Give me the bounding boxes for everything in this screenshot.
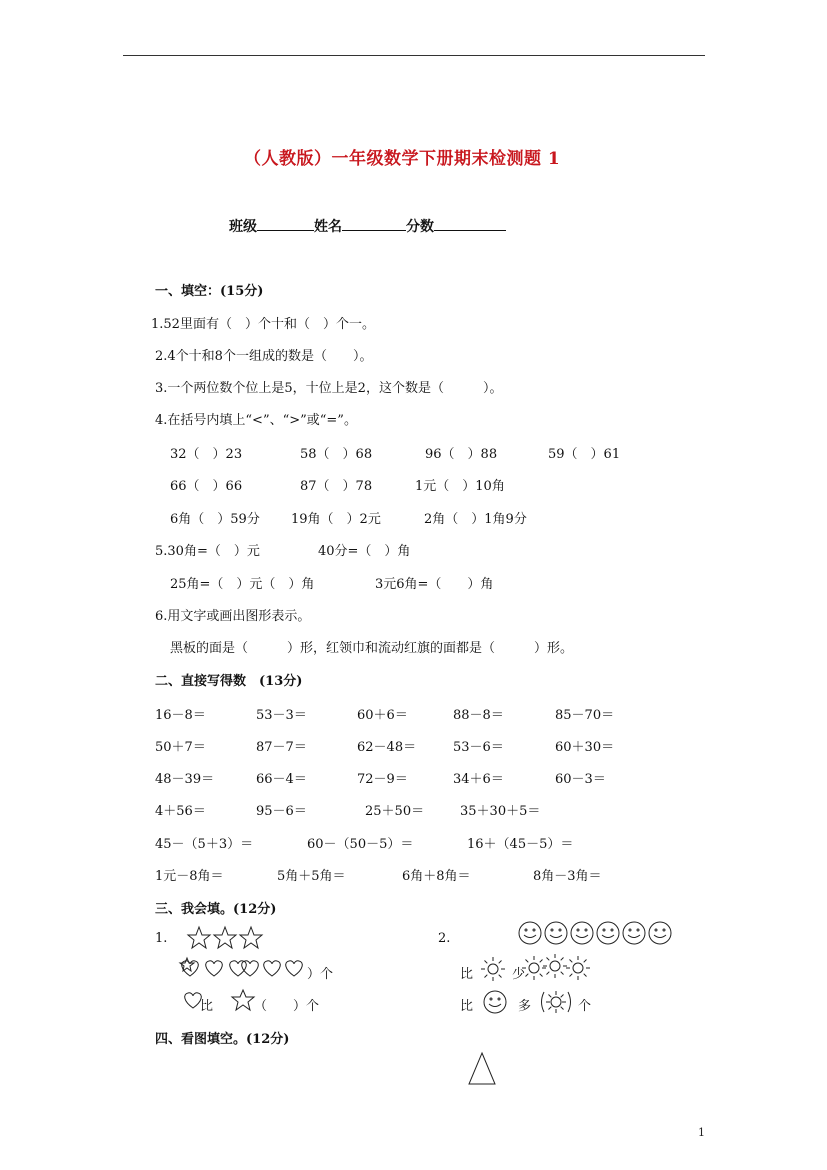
q1-line-5b: 40分=（ ）角 xyxy=(318,544,411,559)
arithmetic-item: 16－8＝ xyxy=(155,708,206,723)
name-label: 姓名 xyxy=(314,219,342,235)
compare-item: 32（ ）23 xyxy=(170,447,243,462)
q1-line-6b: 黑板的面是（ ）形，红领巾和流动红旗的面都是（ ）形。 xyxy=(170,641,574,656)
name-blank[interactable] xyxy=(342,217,406,231)
q3-d-tail: 个 xyxy=(578,999,592,1014)
q1-line-5c: 25角=（ ）元（ ）角 xyxy=(170,577,315,592)
arithmetic-item: 6角＋8角＝ xyxy=(402,869,471,884)
q3-d-duo: 多 xyxy=(518,999,532,1014)
page-title: （人教版）一年级数学下册期末检测题 1 xyxy=(244,149,561,169)
arithmetic-item: 53－3＝ xyxy=(256,708,307,723)
header-rule xyxy=(123,55,705,56)
smiley-icon xyxy=(482,990,508,1014)
arithmetic-item: 5角＋5角＝ xyxy=(277,869,346,884)
arithmetic-item: 25＋50＝ xyxy=(365,804,425,819)
q3-b-bi: 比 xyxy=(200,999,214,1014)
compare-item: 2角（ ）1角9分 xyxy=(424,512,527,527)
compare-item: 6角（ ）59分 xyxy=(170,512,260,527)
student-info xyxy=(229,216,506,236)
compare-item: 87（ ）78 xyxy=(300,479,373,494)
q1-line-5a: 5.30角=（ ）元 xyxy=(155,544,260,559)
arithmetic-item: 4＋56＝ xyxy=(155,804,206,819)
q1-line-6: 6.用文字或画出图形表示。 xyxy=(155,609,311,624)
arithmetic-item: 85－70＝ xyxy=(555,708,615,723)
arithmetic-item: 87－7＝ xyxy=(256,740,307,755)
q3-c-bi: 比 xyxy=(460,967,474,982)
arithmetic-item: 66－4＝ xyxy=(256,772,307,787)
section-4-heading: 四、看图填空。(12分) xyxy=(155,1032,290,1047)
arithmetic-item: 16＋（45－5）＝ xyxy=(467,837,574,852)
arithmetic-item: 88－8＝ xyxy=(453,708,504,723)
compare-item: 66（ ）66 xyxy=(170,479,243,494)
q3-b-tail: （ ）个 xyxy=(254,999,320,1014)
section-2-heading: 二、直接写得数 (13分) xyxy=(155,674,303,689)
arithmetic-item: 48－39＝ xyxy=(155,772,215,787)
q3-number-1: 1. xyxy=(155,931,168,946)
arithmetic-item: 34＋6＝ xyxy=(453,772,504,787)
section-3-heading: 三、我会填。(12分) xyxy=(155,902,277,917)
arithmetic-item: 60＋30＝ xyxy=(555,740,615,755)
arithmetic-item: 60＋6＝ xyxy=(357,708,408,723)
section-1-heading: 一、填空：(15分) xyxy=(155,284,264,299)
sun-icon xyxy=(480,956,506,982)
arithmetic-item: 72－9＝ xyxy=(357,772,408,787)
smiley-icon xyxy=(518,921,678,946)
arithmetic-item: 62－48＝ xyxy=(357,740,417,755)
q1-line-1: 1.52里面有（ ）个十和（ ）个一。 xyxy=(151,317,375,332)
class-label: 班级 xyxy=(229,219,257,235)
sun-icon xyxy=(520,953,595,983)
score-blank[interactable] xyxy=(434,217,506,231)
class-blank[interactable] xyxy=(257,217,314,231)
q3-a-tail: ）个 xyxy=(307,967,334,982)
star-icon xyxy=(187,926,265,950)
arithmetic-item: 60－3＝ xyxy=(555,772,606,787)
page-number: 1 xyxy=(698,1126,705,1139)
arithmetic-item: 53－6＝ xyxy=(453,740,504,755)
star-icon xyxy=(231,989,255,1011)
compare-item: 59（ ）61 xyxy=(548,447,621,462)
q3-d-bi: 比 xyxy=(460,999,474,1014)
q1-line-3: 3.一个两位数个位上是5，十位上是2，这个数是（ ）。 xyxy=(155,381,503,396)
q1-line-5d: 3元6角=（ ）角 xyxy=(375,577,494,592)
arithmetic-item: 45－（5＋3）＝ xyxy=(155,837,254,852)
arithmetic-item: 50＋7＝ xyxy=(155,740,206,755)
arithmetic-item: 35＋30＋5＝ xyxy=(460,804,541,819)
triangle-icon xyxy=(467,1052,497,1086)
compare-item: 96（ ）88 xyxy=(425,447,498,462)
arithmetic-item: 8角－3角＝ xyxy=(533,869,602,884)
q3-number-2: 2. xyxy=(438,931,451,946)
q3-c-shao: 少 xyxy=(512,967,526,982)
q1-line-2: 2.4个十和8个一组成的数是（ ）。 xyxy=(155,349,373,364)
arithmetic-item: 60－（50－5）＝ xyxy=(307,837,414,852)
compare-item: 58（ ）68 xyxy=(300,447,373,462)
score-label: 分数 xyxy=(406,219,434,235)
arithmetic-item: 95－6＝ xyxy=(256,804,307,819)
compare-item: 19角（ ）2元 xyxy=(291,512,381,527)
sun-icon xyxy=(538,988,574,1016)
compare-item: 1元（ ）10角 xyxy=(415,479,505,494)
q1-line-4: 4.在括号内填上“<”、“>”或“=”。 xyxy=(155,413,357,428)
arithmetic-item: 1元－8角＝ xyxy=(155,869,224,884)
heart-icon xyxy=(178,956,308,980)
